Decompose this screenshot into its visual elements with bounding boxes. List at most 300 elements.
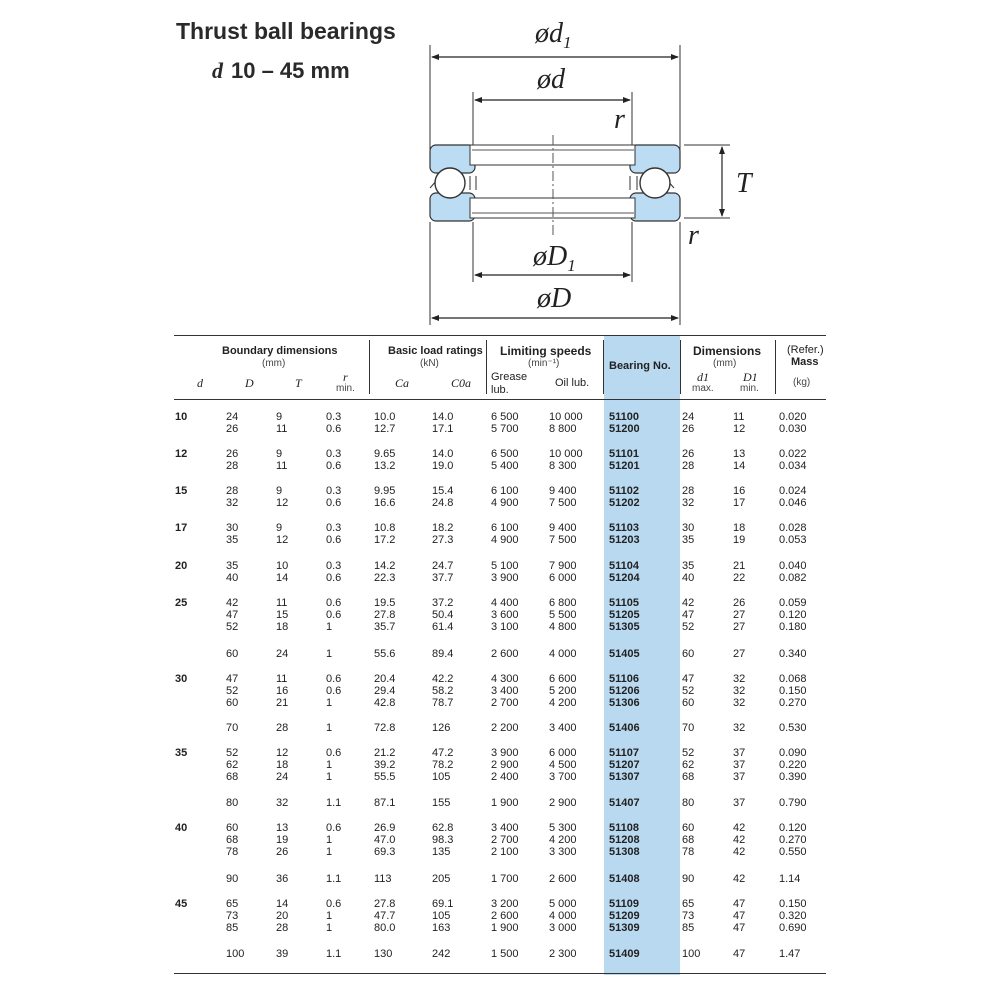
cell-Ca: 17.2 bbox=[374, 534, 396, 546]
cell-d1: 42 bbox=[682, 597, 695, 609]
cell-T: 11 bbox=[276, 460, 288, 472]
cell-C0a: 37.2 bbox=[432, 597, 454, 609]
cell-mass: 0.390 bbox=[779, 771, 807, 783]
cell-r: 1 bbox=[326, 771, 333, 783]
cell-no: 51406 bbox=[609, 722, 640, 734]
header-dimensions: Dimensions bbox=[693, 344, 762, 358]
cell-T: 9 bbox=[276, 522, 283, 534]
cell-d1: 70 bbox=[682, 722, 695, 734]
cell-oil: 6 000 bbox=[549, 747, 577, 759]
cell-D1: 32 bbox=[733, 673, 746, 685]
cell-no: 51408 bbox=[609, 873, 640, 885]
cell-D: 28 bbox=[226, 485, 239, 497]
cell-mass: 0.690 bbox=[779, 922, 807, 934]
header-d1: d1 bbox=[697, 370, 709, 384]
header-r: r bbox=[343, 370, 348, 384]
cell-d1: 26 bbox=[682, 448, 695, 460]
cell-D: 47 bbox=[226, 609, 239, 621]
cell-Ca: 42.8 bbox=[374, 697, 396, 709]
cell-D1: 27 bbox=[733, 609, 746, 621]
cell-D1: 42 bbox=[733, 873, 746, 885]
cell-oil: 3 700 bbox=[549, 771, 577, 783]
cell-r: 1 bbox=[326, 722, 333, 734]
cell-d: 35 bbox=[175, 747, 188, 759]
cell-grease: 2 900 bbox=[491, 759, 519, 771]
cell-oil: 7 900 bbox=[549, 560, 577, 572]
cell-D: 52 bbox=[226, 685, 239, 697]
cell-no: 51109 bbox=[609, 898, 639, 910]
cell-C0a: 205 bbox=[432, 873, 451, 885]
cell-D1: 18 bbox=[733, 522, 746, 534]
cell-oil: 10 000 bbox=[549, 448, 583, 460]
cell-oil: 3 300 bbox=[549, 846, 577, 858]
cell-C0a: 19.0 bbox=[432, 460, 454, 472]
cell-D1: 37 bbox=[733, 759, 746, 771]
cell-d1: 28 bbox=[682, 485, 695, 497]
cell-r: 0.3 bbox=[326, 411, 342, 423]
cell-no: 51209 bbox=[609, 910, 640, 922]
cell-grease: 2 400 bbox=[491, 771, 519, 783]
header-mass: Mass bbox=[791, 356, 819, 368]
cell-d1: 35 bbox=[682, 560, 695, 572]
subtitle-symbol: d bbox=[212, 58, 223, 83]
cell-d: 25 bbox=[175, 597, 188, 609]
cell-no: 51407 bbox=[609, 797, 640, 809]
cell-C0a: 47.2 bbox=[432, 747, 454, 759]
cell-D: 100 bbox=[226, 948, 245, 960]
cell-D: 42 bbox=[226, 597, 239, 609]
cell-C0a: 105 bbox=[432, 771, 451, 783]
cell-d1: 52 bbox=[682, 621, 695, 633]
cell-oil: 3 000 bbox=[549, 922, 577, 934]
header-separator bbox=[680, 340, 681, 394]
label-r-bottom: r bbox=[688, 220, 699, 251]
cell-C0a: 24.8 bbox=[432, 497, 454, 509]
cell-T: 14 bbox=[276, 572, 289, 584]
cell-d1: 47 bbox=[682, 673, 695, 685]
header-D1: D1 bbox=[743, 370, 758, 384]
cell-D: 40 bbox=[226, 572, 239, 584]
cell-C0a: 69.1 bbox=[432, 898, 454, 910]
cell-Ca: 22.3 bbox=[374, 572, 396, 584]
cell-D1: 37 bbox=[733, 797, 746, 809]
cell-D1: 27 bbox=[733, 648, 746, 660]
header-load-unit: (kN) bbox=[420, 358, 439, 369]
cell-d1: 32 bbox=[682, 497, 695, 509]
cell-no: 51207 bbox=[609, 759, 640, 771]
cell-C0a: 14.0 bbox=[432, 448, 454, 460]
cell-mass: 0.180 bbox=[779, 621, 807, 633]
cell-d1: 68 bbox=[682, 771, 695, 783]
cell-D: 60 bbox=[226, 697, 239, 709]
cell-grease: 6 500 bbox=[491, 448, 519, 460]
cell-D1: 21 bbox=[733, 560, 746, 572]
cell-d1: 52 bbox=[682, 747, 695, 759]
cell-mass: 0.270 bbox=[779, 697, 807, 709]
cell-r: 1 bbox=[326, 759, 333, 771]
cell-oil: 2 300 bbox=[549, 948, 577, 960]
cell-T: 28 bbox=[276, 722, 289, 734]
cell-Ca: 80.0 bbox=[374, 922, 396, 934]
cell-r: 0.6 bbox=[326, 534, 342, 546]
cell-D: 70 bbox=[226, 722, 239, 734]
cell-mass: 0.120 bbox=[779, 609, 807, 621]
cell-oil: 6 600 bbox=[549, 673, 577, 685]
cell-Ca: 27.8 bbox=[374, 609, 396, 621]
cell-d: 15 bbox=[175, 485, 188, 497]
cell-grease: 3 600 bbox=[491, 609, 519, 621]
cell-C0a: 58.2 bbox=[432, 685, 454, 697]
label-d: ød bbox=[537, 64, 565, 95]
cell-d1: 62 bbox=[682, 759, 695, 771]
cell-no: 51307 bbox=[609, 771, 640, 783]
cell-r: 1 bbox=[326, 910, 333, 922]
cell-Ca: 20.4 bbox=[374, 673, 396, 685]
cell-D1: 47 bbox=[733, 898, 746, 910]
cell-mass: 0.028 bbox=[779, 522, 807, 534]
cell-Ca: 29.4 bbox=[374, 685, 396, 697]
cell-mass: 0.120 bbox=[779, 822, 807, 834]
cell-Ca: 19.5 bbox=[374, 597, 396, 609]
cell-C0a: 105 bbox=[432, 910, 451, 922]
cell-grease: 2 600 bbox=[491, 648, 519, 660]
cell-C0a: 163 bbox=[432, 922, 451, 934]
cell-D1: 32 bbox=[733, 697, 746, 709]
cell-grease: 4 900 bbox=[491, 497, 519, 509]
cell-r: 0.6 bbox=[326, 747, 342, 759]
cell-oil: 7 500 bbox=[549, 497, 577, 509]
cell-no: 51208 bbox=[609, 834, 640, 846]
cell-T: 9 bbox=[276, 485, 283, 497]
cell-oil: 5 200 bbox=[549, 685, 577, 697]
cell-d1: 73 bbox=[682, 910, 695, 922]
cell-d1: 60 bbox=[682, 822, 695, 834]
label-D1: $øD_1$ bbox=[533, 241, 576, 275]
cell-no: 51100 bbox=[609, 411, 639, 423]
cell-C0a: 126 bbox=[432, 722, 451, 734]
table-rule-bottom bbox=[174, 973, 826, 974]
cell-mass: 0.024 bbox=[779, 485, 807, 497]
cell-D: 60 bbox=[226, 648, 239, 660]
cell-C0a: 78.7 bbox=[432, 697, 454, 709]
label-T: T bbox=[736, 168, 752, 199]
cell-oil: 6 000 bbox=[549, 572, 577, 584]
cell-D: 62 bbox=[226, 759, 239, 771]
cell-d1: 26 bbox=[682, 423, 695, 435]
top-washer bbox=[430, 145, 680, 173]
cell-T: 12 bbox=[276, 497, 289, 509]
cell-mass: 0.034 bbox=[779, 460, 807, 472]
cell-D1: 47 bbox=[733, 922, 746, 934]
cell-grease: 3 400 bbox=[491, 685, 519, 697]
cell-mass: 0.030 bbox=[779, 423, 807, 435]
cell-r: 0.6 bbox=[326, 685, 342, 697]
cell-T: 26 bbox=[276, 846, 289, 858]
cell-T: 24 bbox=[276, 771, 289, 783]
cell-D1: 13 bbox=[733, 448, 746, 460]
cell-d1: 47 bbox=[682, 609, 695, 621]
cell-grease: 6 500 bbox=[491, 411, 519, 423]
cell-D: 73 bbox=[226, 910, 239, 922]
cell-d1: 60 bbox=[682, 648, 695, 660]
cell-T: 32 bbox=[276, 797, 289, 809]
header-D: D bbox=[245, 376, 254, 390]
cell-r: 1.1 bbox=[326, 948, 342, 960]
cell-grease: 4 900 bbox=[491, 534, 519, 546]
cell-d: 10 bbox=[175, 411, 188, 423]
header-separator bbox=[603, 340, 604, 394]
header-refer: (Refer.) bbox=[787, 344, 824, 356]
header-d: d bbox=[197, 376, 203, 390]
cell-oil: 5 000 bbox=[549, 898, 577, 910]
cell-T: 21 bbox=[276, 697, 289, 709]
cell-grease: 1 500 bbox=[491, 948, 519, 960]
cell-no: 51102 bbox=[609, 485, 639, 497]
cell-d1: 28 bbox=[682, 460, 695, 472]
cell-grease: 2 100 bbox=[491, 846, 519, 858]
cell-grease: 1 900 bbox=[491, 922, 519, 934]
cell-d1: 78 bbox=[682, 846, 695, 858]
cell-C0a: 61.4 bbox=[432, 621, 454, 633]
cell-r: 0.6 bbox=[326, 460, 342, 472]
cell-Ca: 55.6 bbox=[374, 648, 396, 660]
cell-Ca: 55.5 bbox=[374, 771, 396, 783]
cell-D1: 42 bbox=[733, 822, 746, 834]
cell-grease: 6 100 bbox=[491, 485, 519, 497]
cell-d1: 24 bbox=[682, 411, 695, 423]
bottom-washer bbox=[430, 193, 680, 221]
cell-d1: 80 bbox=[682, 797, 695, 809]
cell-T: 13 bbox=[276, 822, 289, 834]
cell-d1: 30 bbox=[682, 522, 695, 534]
cell-no: 51206 bbox=[609, 685, 640, 697]
cell-no: 51306 bbox=[609, 697, 640, 709]
cell-oil: 4 000 bbox=[549, 648, 577, 660]
cell-Ca: 14.2 bbox=[374, 560, 396, 572]
cell-T: 9 bbox=[276, 411, 283, 423]
cell-d: 17 bbox=[175, 522, 188, 534]
cell-D: 68 bbox=[226, 834, 239, 846]
cell-Ca: 9.65 bbox=[374, 448, 396, 460]
cell-mass: 0.040 bbox=[779, 560, 807, 572]
cell-T: 28 bbox=[276, 922, 289, 934]
cell-d1: 60 bbox=[682, 697, 695, 709]
cell-d: 12 bbox=[175, 448, 188, 460]
cell-Ca: 72.8 bbox=[374, 722, 396, 734]
cell-no: 51201 bbox=[609, 460, 640, 472]
cell-D: 52 bbox=[226, 747, 239, 759]
cell-Ca: 35.7 bbox=[374, 621, 396, 633]
page-title: Thrust ball bearings bbox=[176, 18, 396, 44]
cell-mass: 0.068 bbox=[779, 673, 807, 685]
cell-grease: 5 100 bbox=[491, 560, 519, 572]
cell-C0a: 37.7 bbox=[432, 572, 454, 584]
cell-oil: 4 200 bbox=[549, 834, 577, 846]
cell-D: 60 bbox=[226, 822, 239, 834]
cell-Ca: 9.95 bbox=[374, 485, 396, 497]
cell-D: 26 bbox=[226, 423, 239, 435]
cell-r: 0.3 bbox=[326, 448, 342, 460]
cell-D1: 17 bbox=[733, 497, 746, 509]
cell-D: 85 bbox=[226, 922, 239, 934]
cell-no: 51204 bbox=[609, 572, 640, 584]
cell-T: 19 bbox=[276, 834, 289, 846]
header-boundary-unit: (mm) bbox=[262, 358, 286, 369]
cell-oil: 6 800 bbox=[549, 597, 577, 609]
cell-oil: 2 900 bbox=[549, 797, 577, 809]
cell-grease: 4 400 bbox=[491, 597, 519, 609]
cell-D1: 47 bbox=[733, 910, 746, 922]
cell-D1: 27 bbox=[733, 621, 746, 633]
cell-r: 0.6 bbox=[326, 609, 342, 621]
cell-C0a: 42.2 bbox=[432, 673, 454, 685]
cell-r: 0.6 bbox=[326, 497, 342, 509]
cell-oil: 8 300 bbox=[549, 460, 577, 472]
cell-oil: 9 400 bbox=[549, 522, 577, 534]
cell-r: 1 bbox=[326, 834, 333, 846]
cell-r: 1 bbox=[326, 648, 333, 660]
cell-Ca: 69.3 bbox=[374, 846, 396, 858]
cell-T: 15 bbox=[276, 609, 289, 621]
cell-C0a: 14.0 bbox=[432, 411, 454, 423]
header-T: T bbox=[295, 376, 302, 390]
cell-no: 51409 bbox=[609, 948, 640, 960]
cell-D: 80 bbox=[226, 797, 239, 809]
cell-Ca: 113 bbox=[374, 873, 392, 885]
cell-r: 1.1 bbox=[326, 873, 342, 885]
cell-D: 90 bbox=[226, 873, 239, 885]
cell-C0a: 24.7 bbox=[432, 560, 454, 572]
cell-mass: 1.14 bbox=[779, 873, 801, 885]
cell-C0a: 155 bbox=[432, 797, 451, 809]
header-separator bbox=[369, 340, 370, 394]
cell-Ca: 26.9 bbox=[374, 822, 396, 834]
cell-d1: 35 bbox=[682, 534, 695, 546]
cell-grease: 3 900 bbox=[491, 747, 519, 759]
cell-grease: 1 700 bbox=[491, 873, 519, 885]
cell-r: 1.1 bbox=[326, 797, 342, 809]
header-Ca: Ca bbox=[395, 376, 410, 390]
cell-oil: 2 600 bbox=[549, 873, 577, 885]
cell-d1: 85 bbox=[682, 922, 695, 934]
cell-d1: 90 bbox=[682, 873, 695, 885]
cell-T: 12 bbox=[276, 534, 289, 546]
cell-oil: 10 000 bbox=[549, 411, 583, 423]
cell-mass: 0.530 bbox=[779, 722, 807, 734]
cell-no: 51106 bbox=[609, 673, 639, 685]
cell-D1: 14 bbox=[733, 460, 746, 472]
cell-no: 51309 bbox=[609, 922, 640, 934]
cell-d: 40 bbox=[175, 822, 188, 834]
cell-T: 39 bbox=[276, 948, 289, 960]
cell-grease: 4 300 bbox=[491, 673, 519, 685]
cell-T: 18 bbox=[276, 759, 289, 771]
cell-T: 16 bbox=[276, 685, 289, 697]
cell-D: 35 bbox=[226, 560, 239, 572]
table-rule-top bbox=[174, 335, 826, 336]
header-load-ratings: Basic load ratings bbox=[388, 345, 483, 357]
cell-r: 0.6 bbox=[326, 898, 342, 910]
header-dimensions-unit: (mm) bbox=[713, 358, 737, 369]
cell-d1: 68 bbox=[682, 834, 695, 846]
cell-oil: 5 500 bbox=[549, 609, 577, 621]
cell-oil: 3 400 bbox=[549, 722, 577, 734]
header-separator bbox=[486, 340, 487, 394]
cell-no: 51103 bbox=[609, 522, 639, 534]
cell-no: 51305 bbox=[609, 621, 640, 633]
cell-no: 51101 bbox=[609, 448, 639, 460]
cell-D: 32 bbox=[226, 497, 239, 509]
cell-no: 51202 bbox=[609, 497, 640, 509]
cell-T: 9 bbox=[276, 448, 283, 460]
cell-mass: 1.47 bbox=[779, 948, 801, 960]
cell-T: 10 bbox=[276, 560, 289, 572]
header-bearing-no: Bearing No. bbox=[609, 360, 671, 372]
cell-C0a: 242 bbox=[432, 948, 451, 960]
cell-r: 1 bbox=[326, 621, 333, 633]
cell-mass: 0.053 bbox=[779, 534, 807, 546]
cell-mass: 0.550 bbox=[779, 846, 807, 858]
cell-Ca: 16.6 bbox=[374, 497, 396, 509]
cell-Ca: 39.2 bbox=[374, 759, 396, 771]
cell-Ca: 10.0 bbox=[374, 411, 396, 423]
cell-no: 51200 bbox=[609, 423, 640, 435]
cell-D1: 42 bbox=[733, 834, 746, 846]
cell-r: 0.6 bbox=[326, 822, 342, 834]
cell-grease: 2 600 bbox=[491, 910, 519, 922]
header-D1-min: min. bbox=[740, 383, 759, 394]
cell-Ca: 130 bbox=[374, 948, 393, 960]
cell-mass: 0.082 bbox=[779, 572, 807, 584]
cell-Ca: 12.7 bbox=[374, 423, 396, 435]
cell-D: 47 bbox=[226, 673, 239, 685]
cell-T: 11 bbox=[276, 673, 288, 685]
cell-d1: 40 bbox=[682, 572, 695, 584]
cell-mass: 0.059 bbox=[779, 597, 807, 609]
header-oil-lub: Oil lub. bbox=[555, 377, 590, 389]
cell-D1: 37 bbox=[733, 771, 746, 783]
cell-D: 28 bbox=[226, 460, 239, 472]
cell-T: 24 bbox=[276, 648, 289, 660]
cell-d: 20 bbox=[175, 560, 188, 572]
cell-T: 18 bbox=[276, 621, 289, 633]
cell-grease: 1 900 bbox=[491, 797, 519, 809]
cell-no: 51105 bbox=[609, 597, 639, 609]
cell-D: 52 bbox=[226, 621, 239, 633]
header-mass-unit: (kg) bbox=[793, 377, 811, 388]
cell-grease: 5 700 bbox=[491, 423, 519, 435]
cell-r: 0.3 bbox=[326, 522, 342, 534]
cell-T: 36 bbox=[276, 873, 289, 885]
cell-D1: 37 bbox=[733, 747, 746, 759]
cell-D: 35 bbox=[226, 534, 239, 546]
header-grease-lub: lub. bbox=[491, 384, 509, 396]
cell-grease: 3 100 bbox=[491, 621, 519, 633]
cell-d: 45 bbox=[175, 898, 188, 910]
cell-no: 51405 bbox=[609, 648, 640, 660]
cell-d1: 100 bbox=[682, 948, 701, 960]
cell-D1: 47 bbox=[733, 948, 746, 960]
cell-r: 1 bbox=[326, 846, 333, 858]
cell-D: 65 bbox=[226, 898, 239, 910]
cell-oil: 5 300 bbox=[549, 822, 577, 834]
subtitle-range: 10 – 45 mm bbox=[231, 58, 350, 83]
cell-mass: 0.220 bbox=[779, 759, 807, 771]
cell-oil: 4 500 bbox=[549, 759, 577, 771]
cell-D1: 16 bbox=[733, 485, 746, 497]
cell-T: 20 bbox=[276, 910, 289, 922]
cell-r: 0.3 bbox=[326, 560, 342, 572]
